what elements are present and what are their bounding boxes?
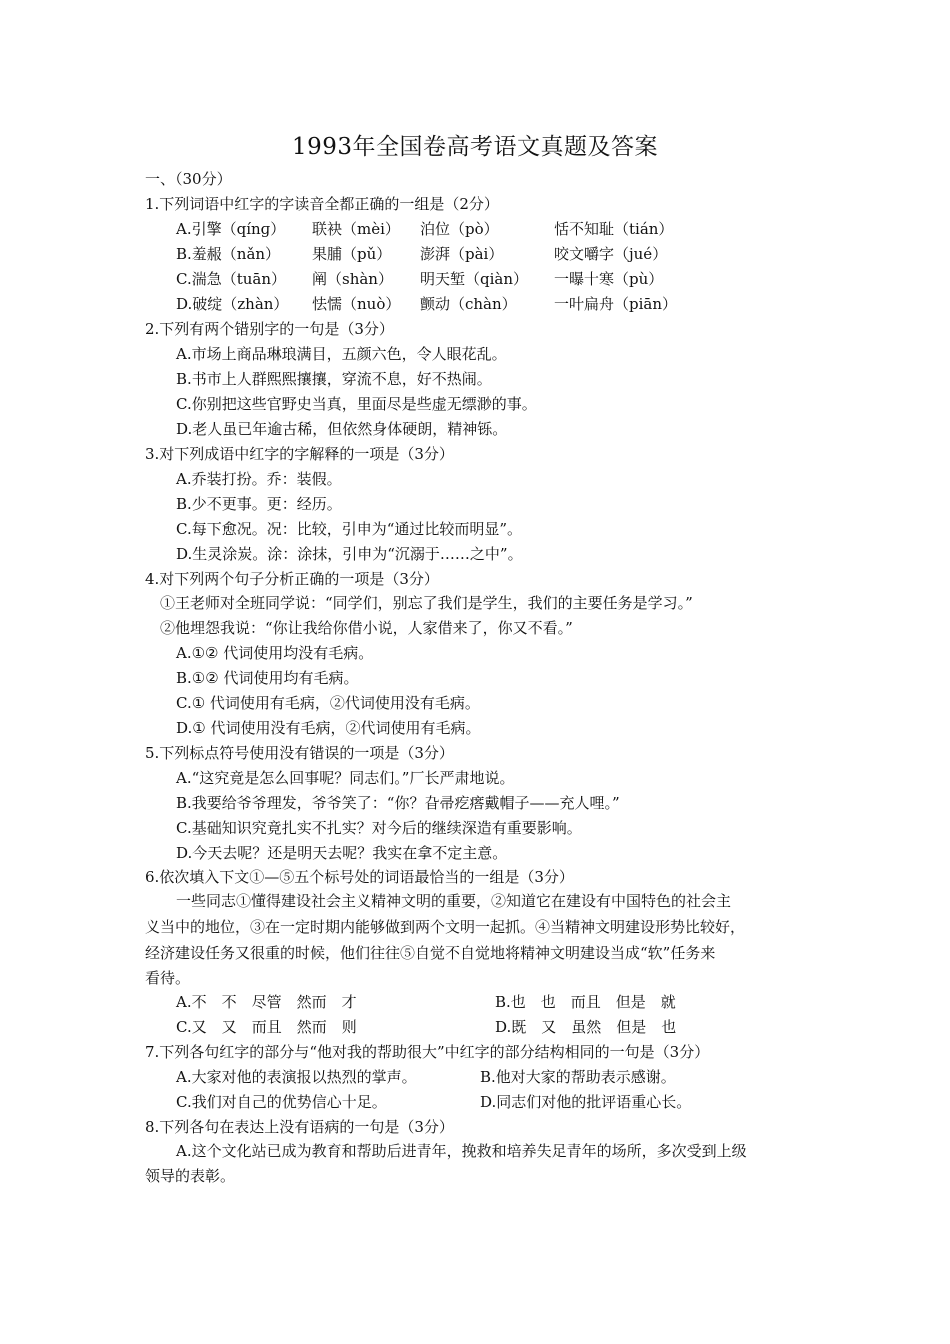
page-title: 1993年全国卷高考语文真题及答案 <box>291 134 659 160</box>
q1-c-item-1: C.湍急（tuān） <box>176 270 287 288</box>
q5-option-d: D.今天去呢？还是明天去呢？我实在拿不定主意。 <box>176 844 508 862</box>
q6-option-c: C.又 又 而且 然而 则 <box>176 1018 357 1036</box>
q1-b-item-3: 澎湃（pài） <box>420 245 504 263</box>
question-3-stem: 3.对下列成语中红字的字解释的一项是（3分） <box>145 445 454 463</box>
q7-option-a: A.大家对他的表演报以热烈的掌声。 <box>176 1068 417 1086</box>
q4-option-d: D.① 代词使用没有毛病，②代词使用有毛病。 <box>176 719 481 737</box>
question-4-stem: 4.对下列两个句子分析正确的一项是（3分） <box>145 570 439 588</box>
q5-option-c: C.基础知识究竟扎实不扎实？对今后的继续深造有重要影响。 <box>176 819 582 837</box>
q4-option-c: C.① 代词使用有毛病，②代词使用没有毛病。 <box>176 694 480 712</box>
q1-c-item-2: 阐（shàn） <box>312 270 393 288</box>
question-6-stem: 6.依次填入下文①—⑤五个标号处的词语最恰当的一组是（3分） <box>145 868 574 886</box>
q1-b-item-1: B.羞赧（nǎn） <box>176 245 281 263</box>
section-heading: 一、（30分） <box>145 170 232 188</box>
q1-b-item-4: 咬文嚼字（jué） <box>554 245 668 263</box>
q7-option-b: B.他对大家的帮助表示感谢。 <box>480 1068 676 1086</box>
q6-option-a: A.不 不 尽管 然而 才 <box>176 993 357 1011</box>
q4-option-b: B.①② 代词使用均有毛病。 <box>176 669 359 687</box>
q1-row-b <box>176 243 876 265</box>
q3-option-a: A.乔装打扮。乔：装假。 <box>176 470 342 488</box>
q4-sentence-1: ①王老师对全班同学说：“同学们，别忘了我们是学生，我们的主要任务是学习。” <box>160 594 693 612</box>
q1-d-item-2: 怯懦（nuò） <box>312 295 401 313</box>
q1-c-item-3: 明天堑（qiàn） <box>420 270 529 288</box>
q1-d-item-3: 颤动（chàn） <box>420 295 517 313</box>
question-7-stem: 7.下列各句红字的部分与“他对我的帮助很大”中红字的部分结构相同的一句是（3分） <box>145 1043 710 1061</box>
q3-option-c: C.每下愈况。况：比较，引申为“通过比较而明显”。 <box>176 520 523 538</box>
q5-option-b: B.我要给爷爷理发，爷爷笑了：“你？旮帚疙瘩戴帽子——充人哩。” <box>176 794 620 812</box>
q1-c-item-4: 一曝十寒（pù） <box>554 270 664 288</box>
q6-passage-line-3: 经济建设任务又很重的时候，他们往往⑤自觉不自觉地将精神文明建设当成“软”任务来 <box>145 944 716 962</box>
q8-option-a-line-1: A.这个文化站已成为教育和帮助后进青年，挽救和培养失足青年的场所，多次受到上级 <box>176 1142 747 1160</box>
q1-a-item-4: 恬不知耻（tián） <box>554 220 674 238</box>
q2-option-a: A.市场上商品琳琅满目，五颜六色，令人眼花乱。 <box>176 345 507 363</box>
question-5-stem: 5.下列标点符号使用没有错误的一项是（3分） <box>145 744 454 762</box>
q6-passage-line-1: 一些同志①懂得建设社会主义精神文明的重要，②知道它在建设有中国特色的社会主 <box>176 892 732 910</box>
q2-option-b: B.书市上人群熙熙攘攘，穿流不息，好不热闹。 <box>176 370 492 388</box>
q3-option-d: D.生灵涂炭。涂：涂抹，引申为“沉溺于……之中”。 <box>176 545 523 563</box>
q6-passage-line-4: 看待。 <box>145 969 191 987</box>
q1-row-c <box>176 268 876 290</box>
q6-option-b: B.也 也 而且 但是 就 <box>495 993 676 1011</box>
question-1-stem: 1.下列词语中红字的字读音全都正确的一组是（2分） <box>145 195 499 213</box>
q1-b-item-2: 果脯（pǔ） <box>312 245 392 263</box>
q6-passage-line-2: 义当中的地位，③在一定时期内能够做到两个文明一起抓。④当精神文明建设形势比较好， <box>145 918 746 936</box>
q8-option-a-line-2: 领导的表彰。 <box>145 1167 236 1185</box>
q7-option-c: C.我们对自己的优势信心十足。 <box>176 1093 387 1111</box>
q4-option-a: A.①② 代词使用均没有毛病。 <box>176 644 374 662</box>
q6-option-d: D.既 又 虽然 但是 也 <box>495 1018 677 1036</box>
q7-option-d: D.同志们对他的批评语重心长。 <box>480 1093 692 1111</box>
q1-d-item-4: 一叶扁舟（piān） <box>554 295 678 313</box>
q1-row-d <box>176 293 876 315</box>
question-2-stem: 2.下列有两个错别字的一句是（3分） <box>145 320 394 338</box>
question-8-stem: 8.下列各句在表达上没有语病的一句是（3分） <box>145 1118 454 1136</box>
q1-a-item-3: 泊位（pò） <box>420 220 499 238</box>
q1-a-item-1: A.引擎（qínɡ） <box>176 220 286 238</box>
q2-option-d: D.老人虽已年逾古稀，但依然身体硬朗，精神铄。 <box>176 420 508 438</box>
q4-sentence-2: ②他埋怨我说：“你让我给你借小说，人家借来了，你又不看。” <box>160 619 573 637</box>
q2-option-c: C.你别把这些官野史当真，里面尽是些虚无缥渺的事。 <box>176 395 537 413</box>
q1-row-a <box>176 218 876 240</box>
q5-option-a: A.“这究竟是怎么回事呢？同志们。”厂长严肃地说。 <box>176 769 515 787</box>
q1-d-item-1: D.破绽（zhàn） <box>176 295 289 313</box>
q3-option-b: B.少不更事。更：经历。 <box>176 495 342 513</box>
q1-a-item-2: 联袂（mèi） <box>312 220 400 238</box>
